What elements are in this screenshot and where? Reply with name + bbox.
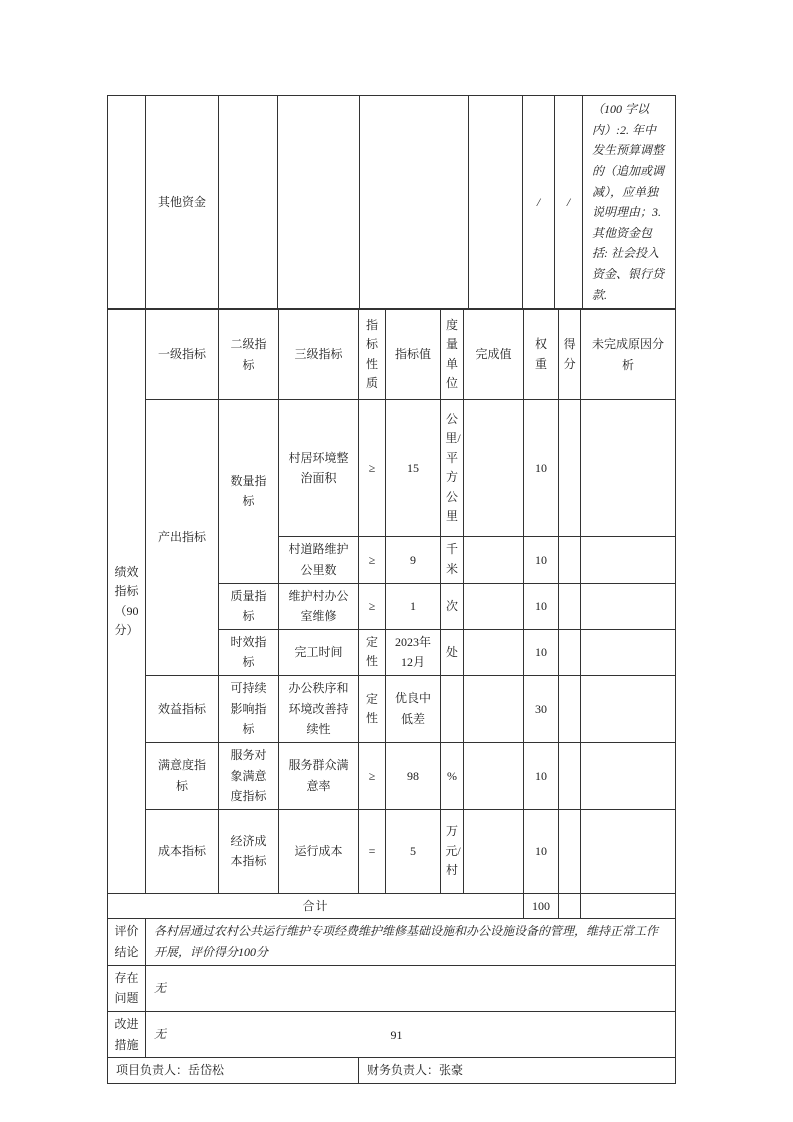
cell-weight: 10: [524, 537, 559, 583]
table-row: [108, 310, 676, 400]
header-level1: 一级指标: [146, 310, 219, 400]
table-row: [108, 809, 676, 893]
cell-unit: 处: [441, 629, 464, 675]
cell-weight: 10: [524, 583, 559, 629]
cell-reason: [581, 809, 676, 893]
cell-reason: [581, 400, 676, 537]
page-number: 91: [390, 1028, 403, 1042]
cell-level3: 村道路维护公里数: [279, 537, 359, 583]
cell-value: 15: [386, 400, 441, 537]
header-level3: 三级指标: [279, 310, 359, 400]
cell-level2: 可持续影响指标: [219, 676, 279, 743]
empty-cell: [360, 96, 469, 309]
cell-level3: 运行成本: [279, 809, 359, 893]
header-score: [559, 310, 581, 400]
cell-weight: 10: [524, 809, 559, 893]
empty-cell: [278, 96, 360, 309]
cell-weight: 10: [524, 742, 559, 809]
cell-weight: 10: [524, 400, 559, 537]
cell-reason: [581, 742, 676, 809]
cell-level1: 成本指标: [146, 809, 219, 893]
indicator-table: [107, 309, 676, 1084]
cell-total-weight: 100: [524, 893, 559, 919]
cell-unit: %: [441, 742, 464, 809]
unit-text: 万元/村: [445, 824, 461, 877]
cell-level2: 质量指标: [219, 583, 279, 629]
table-row: [108, 965, 676, 1011]
cell-level1: 效益指标: [146, 676, 219, 743]
nature-text: 定性: [365, 691, 378, 725]
cell-conclusion-content: 各村居通过农村公共运行维护专项经费维护维修基础设施和办公设施设备的管理，维持正常工作开展，评价得分100分: [146, 919, 676, 965]
cell-funding-note: （100 字以内）:2. 年中发生预算调整的（追加或调减），应单独说明理由；3. 其他资金包括: 社会投入资金、银行贷款.: [583, 96, 676, 309]
cell-total-reason: [581, 893, 676, 919]
cell-funding-score: /: [555, 96, 583, 309]
cell-nature: ≥: [359, 400, 386, 537]
cell-weight: 10: [524, 629, 559, 675]
cell-completion: [464, 809, 524, 893]
cell-nature: [359, 629, 386, 675]
cell-unit: 次: [441, 583, 464, 629]
cell-weight: 30: [524, 676, 559, 743]
cell-score: [559, 676, 581, 743]
cell-project-manager: 项目负责人：岳岱松: [108, 1058, 359, 1084]
header-reason: 未完成原因分析: [581, 310, 676, 400]
cell-nature: =: [359, 809, 386, 893]
cell-reason: [581, 537, 676, 583]
header-weight: [524, 310, 559, 400]
cell-nature: ≥: [359, 537, 386, 583]
table-row: [108, 919, 676, 965]
performance-report-table: [107, 95, 675, 1084]
cell-unit: [441, 809, 464, 893]
cell-reason: [581, 676, 676, 743]
cell-score: [559, 583, 581, 629]
cell-value: 优良中低差: [386, 676, 441, 743]
cell-problems-label: 存在问题: [108, 965, 146, 1011]
table-row: [108, 96, 676, 309]
header-nature-text: 指标性质: [365, 317, 378, 391]
cell-score: [559, 629, 581, 675]
cell-funding-weight: /: [523, 96, 555, 309]
cell-conclusion-label: 评价结论: [108, 919, 146, 965]
header-completion: 完成值: [464, 310, 524, 400]
cell-level1: 产出指标: [146, 400, 219, 676]
table-row: [108, 400, 676, 537]
empty-cell: [469, 96, 523, 309]
cell-unit: [441, 676, 464, 743]
cell-reason: [581, 583, 676, 629]
cell-problems-content: 无: [146, 965, 676, 1011]
table-row: [108, 676, 676, 743]
cell-value: 98: [386, 742, 441, 809]
cell-completion: [464, 583, 524, 629]
cell-level3: 维护村办公室维修: [279, 583, 359, 629]
cell-reason: [581, 629, 676, 675]
funding-table-fragment: [107, 95, 676, 309]
cell-improvements-label: 改进措施: [108, 1011, 146, 1057]
cell-level2: 服务对象满意度指标: [219, 742, 279, 809]
cell-completion: [464, 629, 524, 675]
cell-unit: [441, 400, 464, 537]
cell-nature: ≥: [359, 583, 386, 629]
cell-value: 2023年12月: [386, 629, 441, 675]
unit-text: 公里/平方公里: [445, 411, 461, 524]
cell-value: 1: [386, 583, 441, 629]
header-unit: [441, 310, 464, 400]
header-unit-text: 度量单位: [445, 317, 458, 391]
cell-completion: [464, 676, 524, 743]
cell-level3: 村居环境整治面积: [279, 400, 359, 537]
cell-finance-manager: 财务负责人：张豪: [359, 1058, 676, 1084]
cell-score: [559, 742, 581, 809]
cell-completion: [464, 537, 524, 583]
header-nature: [359, 310, 386, 400]
header-score-text: 得分: [563, 337, 576, 371]
cell-total-score: [559, 893, 581, 919]
cell-group-label: [108, 310, 146, 894]
group-label-text: 绩效指标（90分）: [114, 564, 139, 637]
cell-unit: [441, 537, 464, 583]
header-level2: 二级指标: [219, 310, 279, 400]
cell-level2: 数量指标: [219, 400, 279, 583]
cell-level1: 满意度指标: [146, 742, 219, 809]
table-row: [108, 742, 676, 809]
header-weight-text: 权重: [534, 337, 547, 371]
table-row: [108, 893, 676, 919]
cell-level2: 时效指标: [219, 629, 279, 675]
cell-completion: [464, 742, 524, 809]
cell-level2: 经济成本指标: [219, 809, 279, 893]
unit-text: 千米: [445, 542, 458, 576]
cell-level3: 完工时间: [279, 629, 359, 675]
cell-level3: 办公秩序和环境改善持续性: [279, 676, 359, 743]
empty-cell: [108, 96, 146, 309]
cell-nature: [359, 676, 386, 743]
cell-score: [559, 809, 581, 893]
header-value: 指标值: [386, 310, 441, 400]
cell-nature: ≥: [359, 742, 386, 809]
empty-cell: [219, 96, 278, 309]
cell-score: [559, 537, 581, 583]
nature-text: 定性: [365, 634, 378, 669]
cell-value: 9: [386, 537, 441, 583]
cell-value: 5: [386, 809, 441, 893]
cell-improvements-content: 无: [146, 1011, 676, 1057]
cell-total-label: 合计: [108, 893, 524, 919]
cell-score: [559, 400, 581, 537]
cell-completion: [464, 400, 524, 537]
cell-level3: 服务群众满意率: [279, 742, 359, 809]
table-row: [108, 1058, 676, 1084]
cell-other-funds-label: 其他资金: [146, 96, 219, 309]
